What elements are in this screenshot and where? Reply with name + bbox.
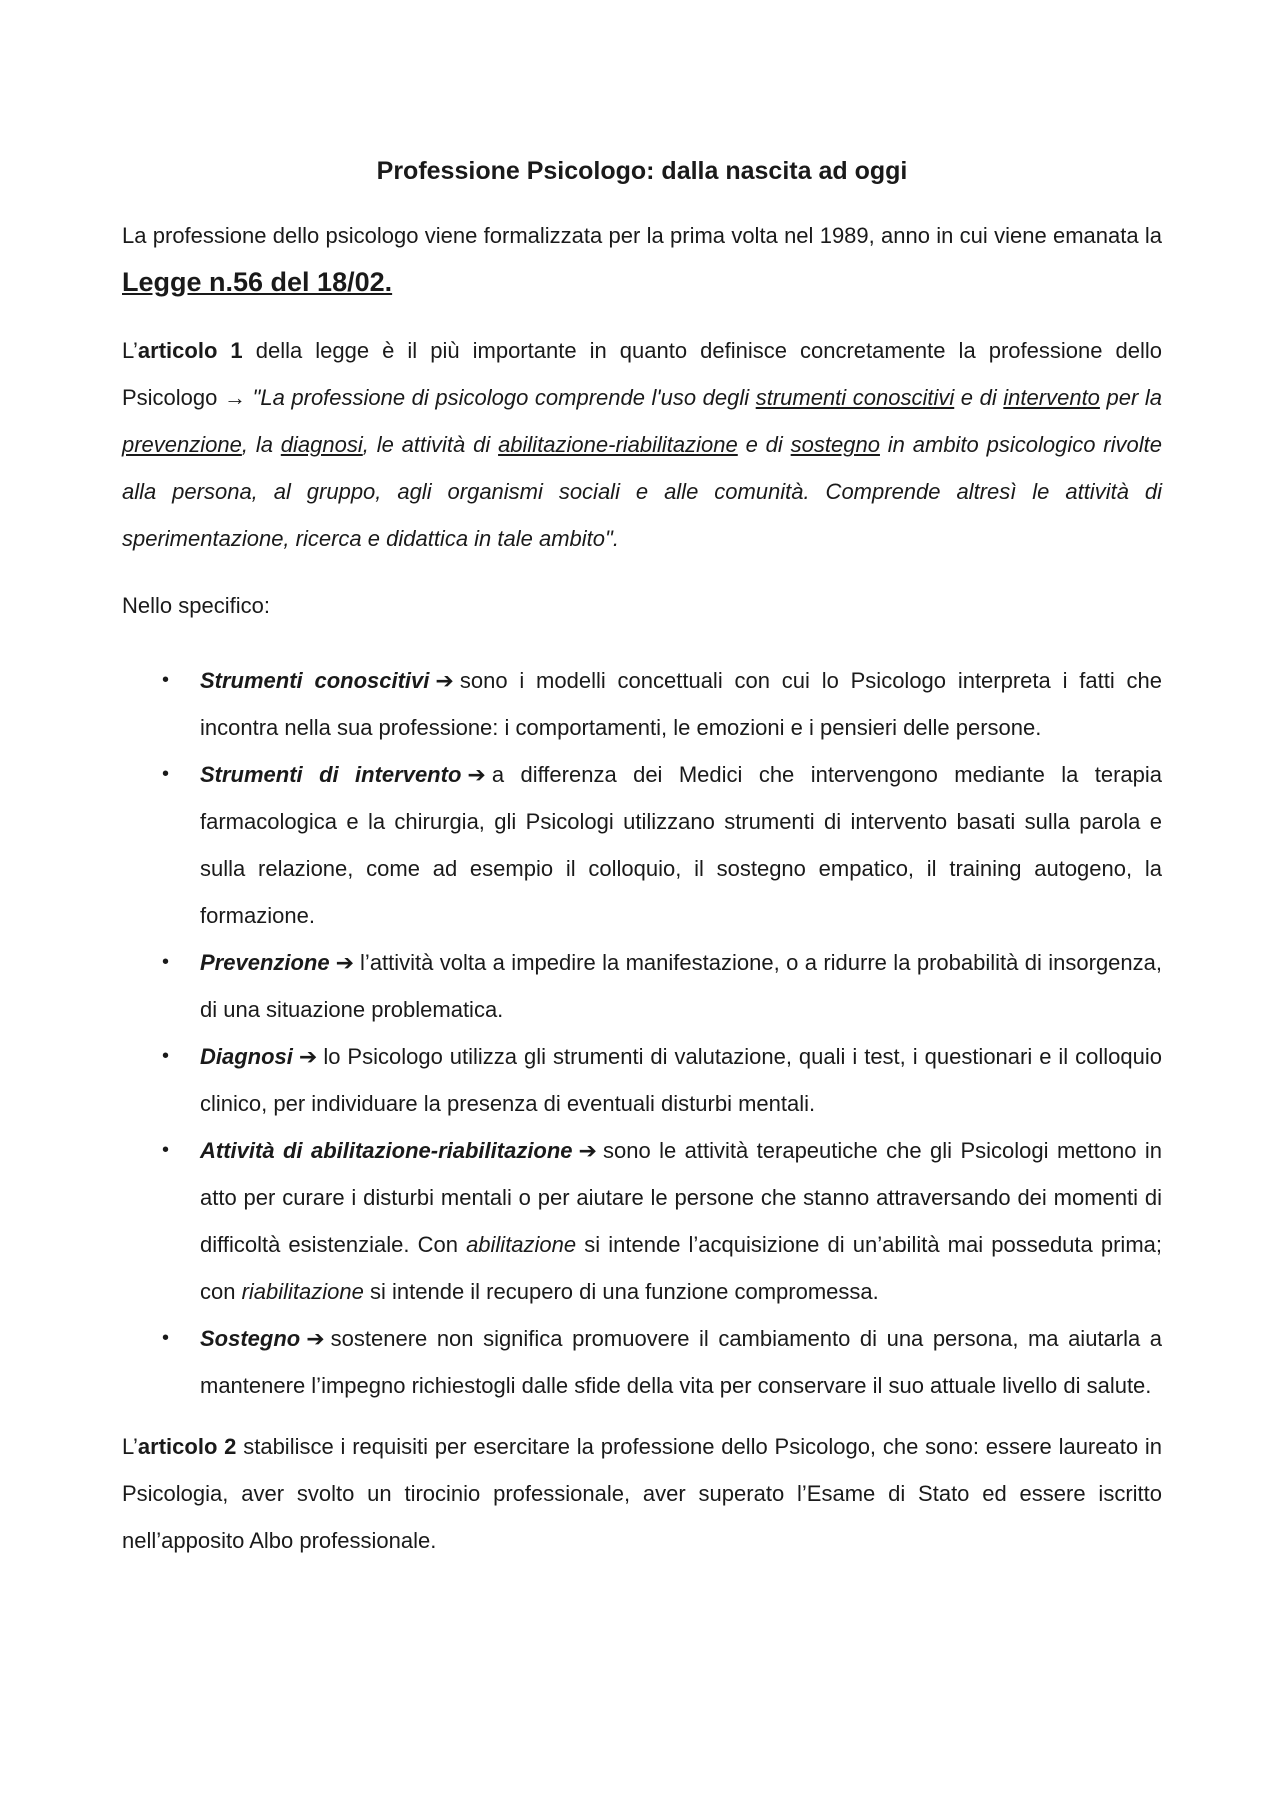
intro-paragraph xyxy=(122,212,1162,307)
item-term: Strumenti di intervento xyxy=(200,762,462,787)
quote-underlined: abilitazione-riabilitazione xyxy=(498,432,738,457)
law-reference: Legge n.56 del 18/02. xyxy=(122,267,393,297)
article-2-paragraph xyxy=(122,1423,1162,1564)
arrow-icon: → xyxy=(223,385,246,410)
quote-part: in ambito psicologico rivolte alla persona, al gruppo, agli organismi sociali e alle comunità. Comprende altresì le attività di sperimentazione, ricerca e didattica in tale ambito". xyxy=(122,432,1162,551)
arrow-icon: ➔ xyxy=(306,1326,325,1351)
art2-pre: L’ xyxy=(122,1434,138,1459)
art1-pre: L’ xyxy=(122,338,138,363)
definition-list xyxy=(122,657,1162,1409)
list-item xyxy=(122,657,1162,751)
quote-underlined: diagnosi xyxy=(280,432,363,457)
arrow-icon: ➔ xyxy=(435,668,454,693)
item-term: Diagnosi xyxy=(200,1044,293,1069)
arrow-icon: ➔ xyxy=(578,1138,597,1163)
quote-underlined: prevenzione xyxy=(122,432,242,457)
item-text: sostenere non significa promuovere il cambiamento di una persona, ma aiutarla a mantenere l’impegno richiestogli dalle sfide della vita per conservare il suo attuale livello di salute. xyxy=(200,1326,1162,1398)
quote-part: , le attività di xyxy=(362,432,499,457)
bullet-icon: • xyxy=(162,1327,170,1349)
item-term: Strumenti conoscitivi xyxy=(200,668,430,693)
specific-heading: Nello specifico: xyxy=(122,593,270,618)
item-text: l’attività volta a impedire la manifestazione, o a ridurre la probabilità di insorgenza, di una situazione problematica. xyxy=(200,950,1162,1022)
list-item xyxy=(122,939,1162,1033)
bullet-icon: • xyxy=(162,951,170,973)
article-1-paragraph xyxy=(122,327,1162,562)
item-italic: abilitazione xyxy=(466,1232,577,1257)
arrow-icon: ➔ xyxy=(335,950,355,975)
quote-part: per la xyxy=(1099,385,1162,410)
item-text: si intende il recupero di una funzione compromessa. xyxy=(363,1279,879,1304)
item-text: a differenza dei Medici che intervengono mediante la terapia farmacologica e la chirurgia, gli Psicologi utilizzano strumenti di intervento basati sulla parola e sulla relazione, come ad esempio il colloquio, il sostegno empatico, il training autogeno, la formazione. xyxy=(200,762,1163,928)
item-text: lo Psicologo utilizza gli strumenti di valutazione, quali i test, i questionari e il colloquio clinico, per individuare la presenza di eventuali disturbi mentali. xyxy=(200,1044,1162,1116)
item-text: si intende l’acquisizione di un’abilità mai posseduta prima; con xyxy=(200,1232,1162,1304)
intro-text: La professione dello psicologo viene formalizzata per la prima volta nel 1989, anno in cui viene emanata la xyxy=(122,223,1162,248)
quote-part: e di xyxy=(954,385,1004,410)
quote-part: e di xyxy=(737,432,791,457)
page-title: Professione Psicologo: dalla nascita ad oggi xyxy=(376,157,908,185)
arrow-icon: ➔ xyxy=(298,1044,318,1069)
quote-underlined: sostegno xyxy=(790,432,880,457)
list-item xyxy=(122,1033,1162,1127)
item-text: sono le attività terapeutiche che gli Psicologi mettono in atto per curare i disturbi mentali o per aiutare le persone che stanno attraversando dei momenti di difficoltà esistenziale. Con xyxy=(200,1138,1162,1257)
quote-underlined: strumenti conoscitivi xyxy=(755,385,955,410)
article-1-label: articolo 1 xyxy=(137,338,243,363)
art2-text: stabilisce i requisiti per esercitare la professione dello Psicologo, che sono: essere laureato in Psicologia, aver svolto un tirocinio professionale, aver superato l’Esame di Stato ed essere iscritto nell’apposito Albo professionale. xyxy=(122,1434,1162,1553)
item-term: Sostegno xyxy=(200,1326,301,1351)
arrow-icon: ➔ xyxy=(467,762,486,787)
bullet-icon: • xyxy=(162,1139,170,1161)
item-text: sono i modelli concettuali con cui lo Psicologo interpreta i fatti che incontra nella sua professione: i comportamenti, le emozioni e i pensieri delle persone. xyxy=(200,668,1162,740)
article-1-quote xyxy=(122,385,1162,551)
list-item xyxy=(122,751,1162,939)
bullet-icon: • xyxy=(162,763,170,785)
list-item xyxy=(122,1127,1162,1315)
list-item xyxy=(122,1315,1162,1409)
article-2-label: articolo 2 xyxy=(137,1434,237,1459)
item-term: Prevenzione xyxy=(200,950,330,975)
item-term: Attività di abilitazione-riabilitazione xyxy=(200,1138,573,1163)
document-page xyxy=(122,130,1162,1584)
art1-text: della legge è il più importante in quanto definisce concretamente la professione dello Psicologo xyxy=(122,338,1162,410)
quote-part: , la xyxy=(241,432,281,457)
bullet-icon: • xyxy=(162,669,170,691)
item-italic: riabilitazione xyxy=(241,1279,364,1304)
quote-part: "La professione di psicologo comprende l'uso degli xyxy=(245,385,756,410)
bullet-icon: • xyxy=(162,1045,170,1067)
quote-underlined: intervento xyxy=(1003,385,1100,410)
